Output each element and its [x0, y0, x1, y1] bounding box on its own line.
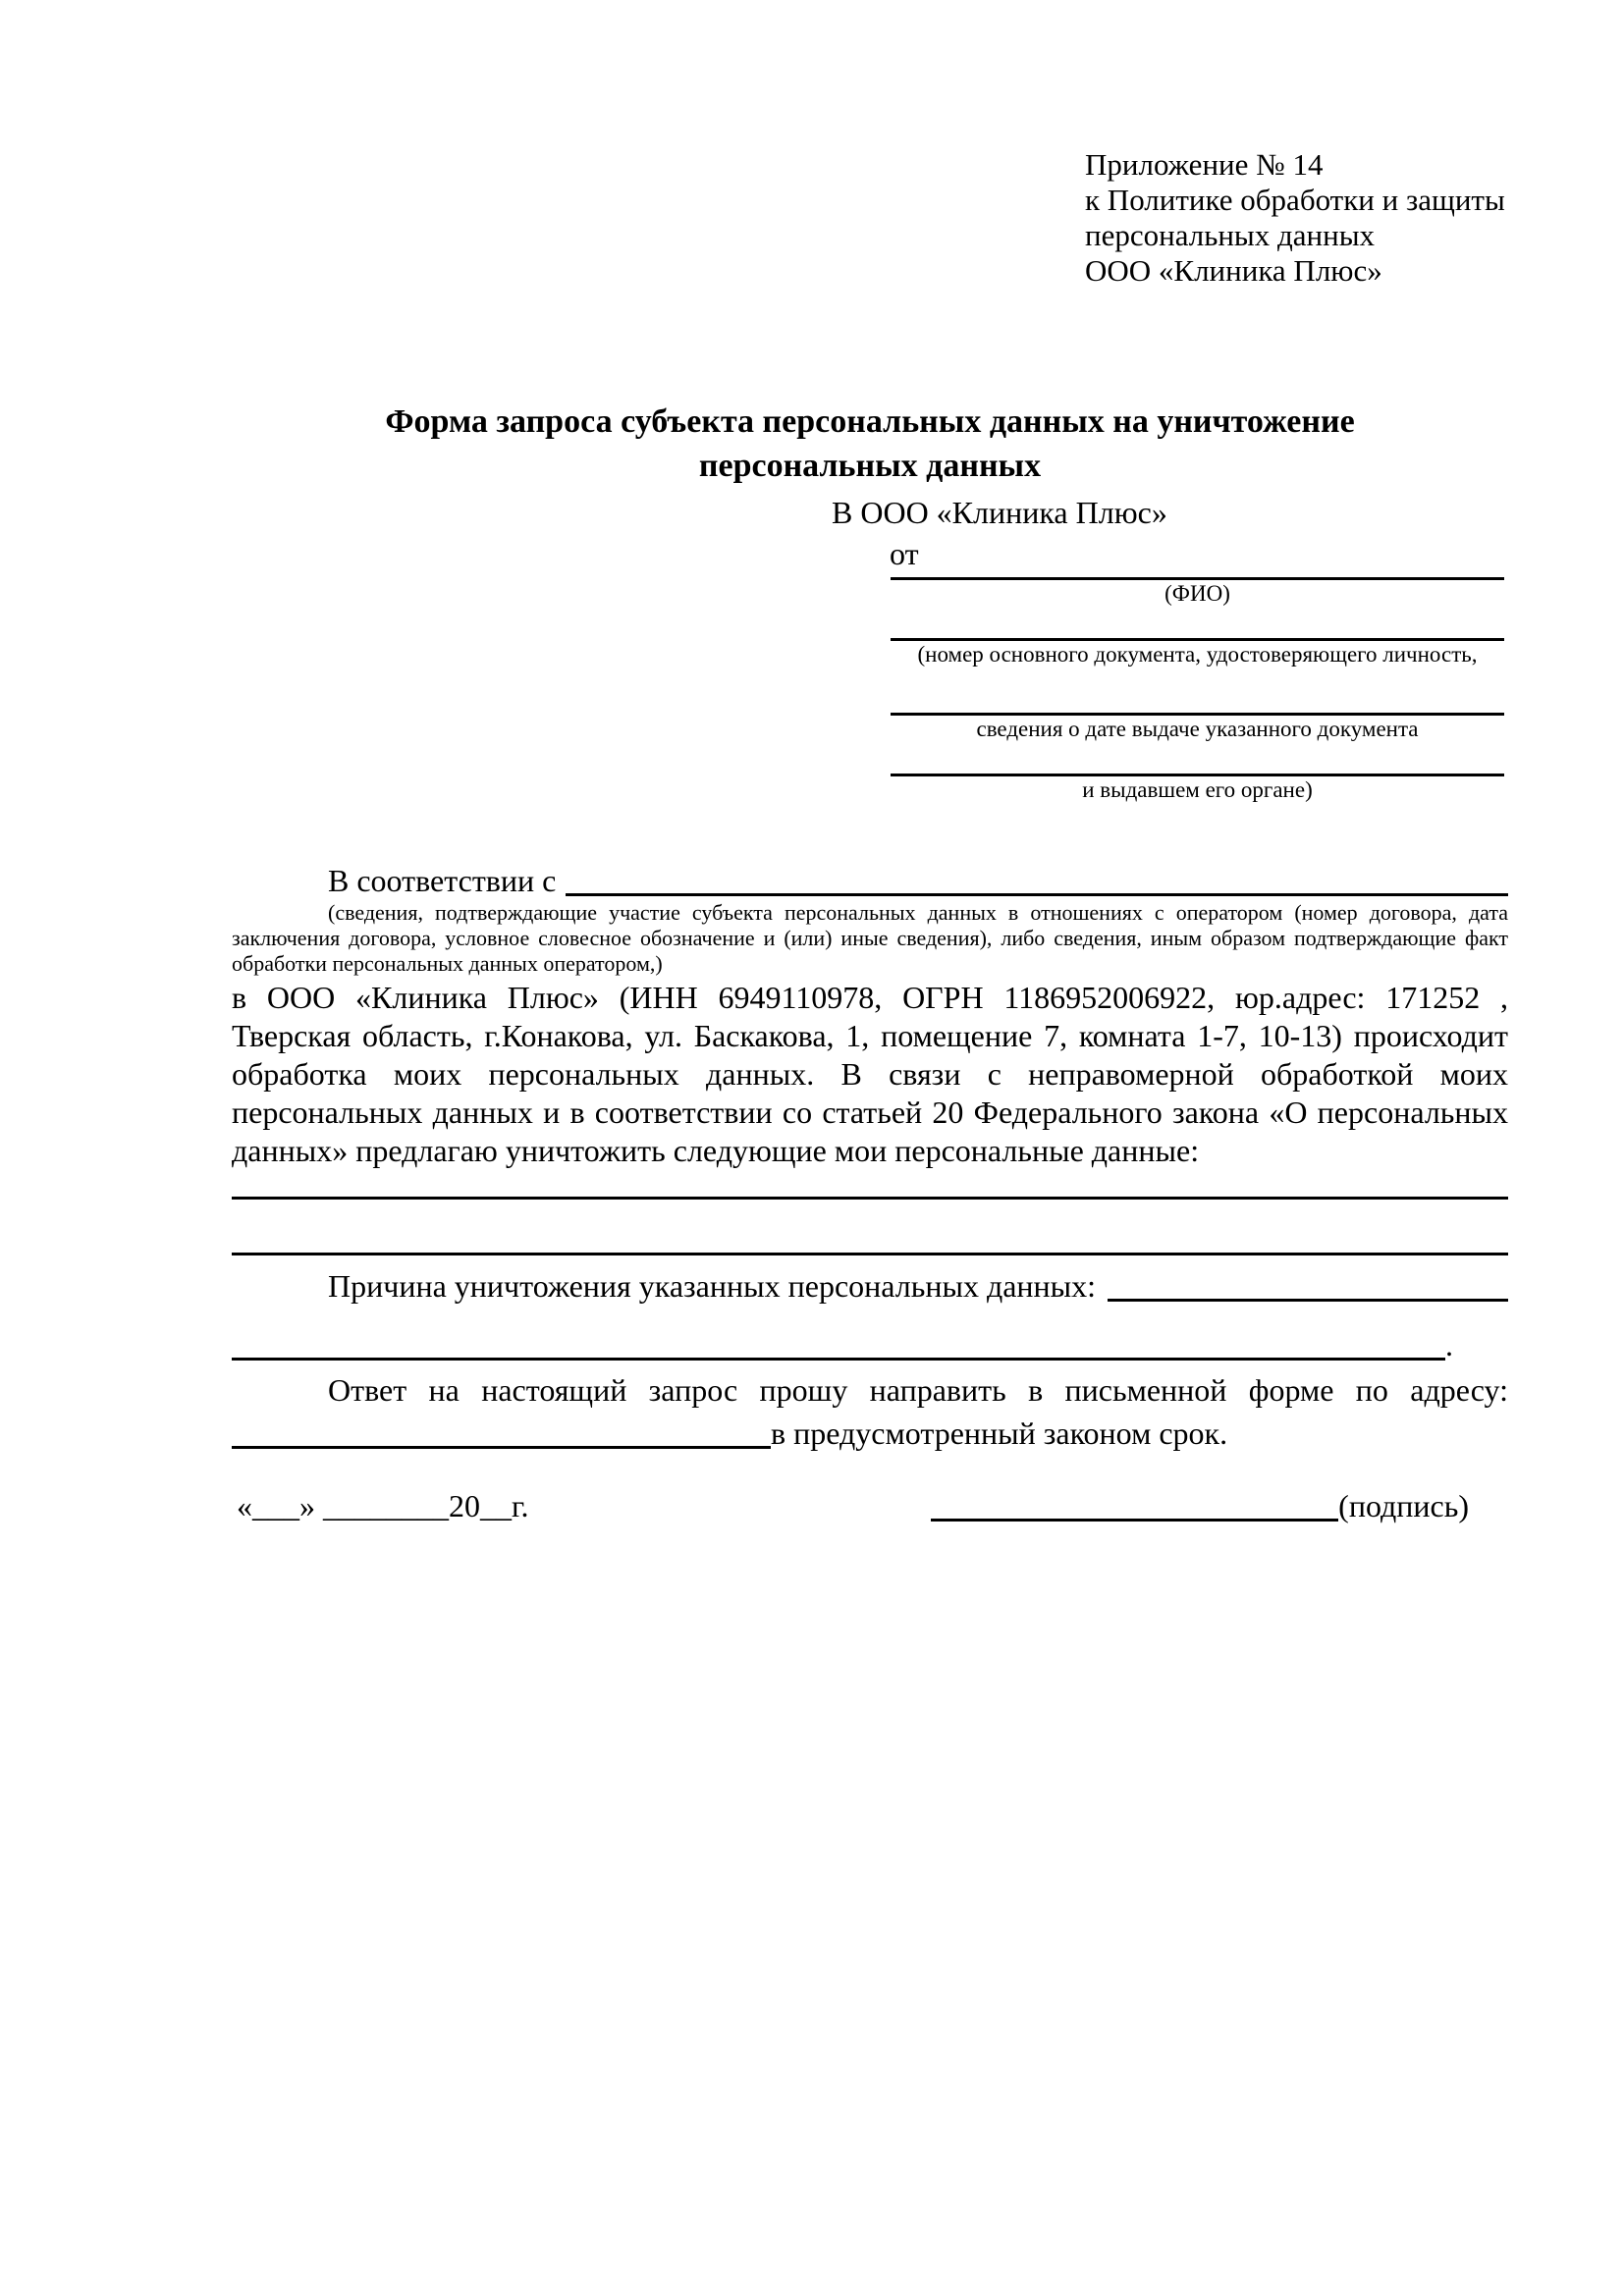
id-document-field [891, 638, 1504, 668]
signature-caption: (подпись) [1338, 1488, 1469, 1523]
appendix-header-block [1085, 147, 1508, 289]
id-document-caption: (номер основного документа, удостоверяющего личность, [917, 642, 1478, 667]
reason-label: Причина уничтожения указанных персональных данных: [328, 1268, 1097, 1304]
issuing-authority-caption: и выдавшем его органе) [1082, 777, 1313, 802]
issuing-authority-field [891, 774, 1504, 804]
fio-field [891, 577, 1504, 608]
accordance-blank-line [566, 893, 1508, 896]
answer-address-row [232, 1415, 1508, 1453]
company-name-line: ООО «Клиника Плюс» [1085, 253, 1382, 288]
reason-continuation-row [232, 1326, 1508, 1364]
document-content [232, 147, 1508, 1525]
accordance-prefix: В соответствии с [328, 863, 557, 898]
addressee-line: В ООО «Клиника Плюс» [832, 495, 1167, 530]
document-title-line2: персональных данных [698, 448, 1042, 484]
issue-date-field [891, 713, 1504, 743]
date-blank: «___» ________20__г. [237, 1488, 529, 1523]
personal-data-blank-line-1 [232, 1197, 1508, 1200]
reason-blank-line-2 [232, 1358, 1445, 1361]
footer-row [232, 1487, 1508, 1525]
main-paragraph: в ООО «Клиника Плюс» (ИНН 6949110978, ОГРН 1186952006922, юр.адрес: 171252 , Тверская область, г.Конакова, ул. Баскакова, 1, помещение 7, комната 1-7, 10-13) происходит обработка моих персональных данных. В связи с неправомерной обработкой моих персональных данных и в соответствии со статьей 20 Федерального закона «О персональных данных» предлагаю уничтожить следующие мои персональные данные: [232, 980, 1508, 1168]
signature-group [931, 1487, 1469, 1525]
personal-data-blank-line-2 [232, 1253, 1508, 1255]
answer-suffix: в предусмотренный законом срок. [771, 1415, 1228, 1451]
accordance-row [232, 862, 1508, 900]
issue-date-caption: сведения о дате выдаче указанного документа [976, 717, 1419, 741]
answer-sentence: Ответ на настоящий запрос прошу направить в письменной форме по адресу: [328, 1372, 1508, 1408]
reason-line-terminator: . [1445, 1327, 1453, 1362]
policy-reference-line: к Политике обработки и защиты [1085, 183, 1505, 217]
reason-blank-line [1108, 1299, 1508, 1302]
from-label: от [890, 536, 919, 571]
document-title [232, 400, 1508, 488]
document-title-line1: Форма запроса субъекта персональных данных на уничтожение [385, 403, 1355, 440]
fio-caption: (ФИО) [1164, 581, 1230, 606]
appendix-number-line: Приложение № 14 [1085, 147, 1324, 182]
accordance-footnote: (сведения, подтверждающие участие субъекта персональных данных в отношениях с оператором (номер договора, дата заключения договора, условное словесное обозначение и (или) иные сведения), либо сведения, иным образом подтверждающие факт обработки персональных данных оператором,) [232, 900, 1508, 976]
reason-row [232, 1267, 1508, 1306]
applicant-fields-block [891, 577, 1504, 804]
signature-blank-line [931, 1519, 1338, 1522]
policy-reference-line2: персональных данных [1085, 218, 1376, 252]
address-blank-line [232, 1446, 771, 1449]
